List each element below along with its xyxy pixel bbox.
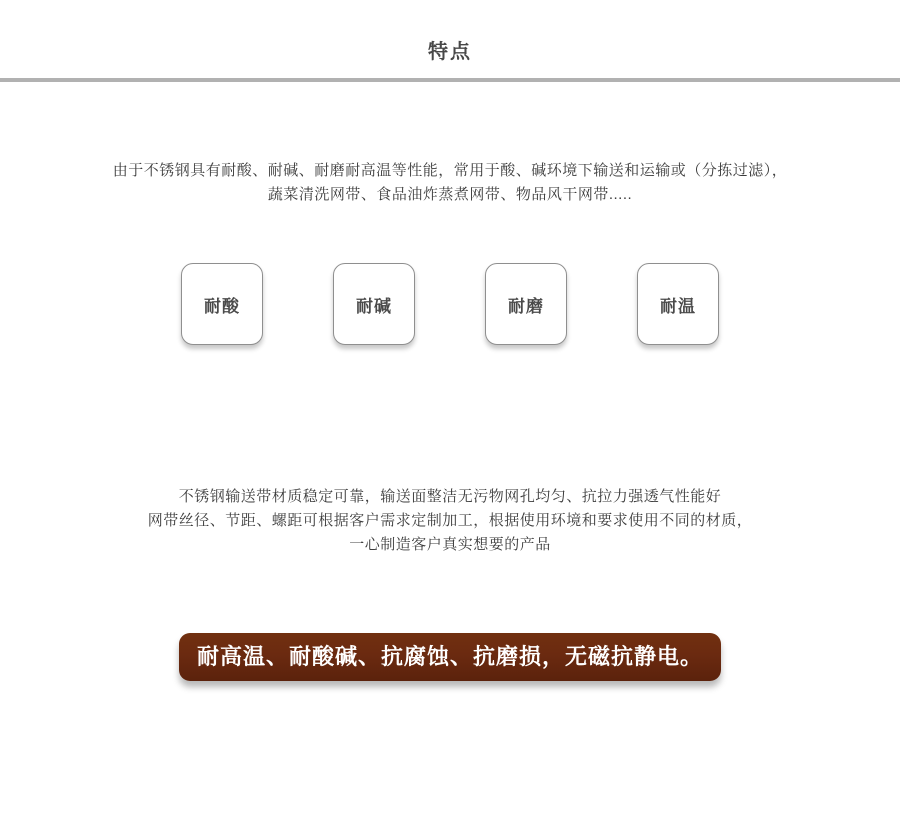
badge-alkali-resistant-label: 耐碱	[356, 296, 392, 316]
description-line-3: 一心制造客户真实想要的产品	[349, 536, 551, 553]
badge-temperature-resistant-label: 耐温	[660, 296, 696, 316]
page-title: 特点	[428, 41, 472, 63]
banner-container	[0, 633, 900, 681]
intro-paragraph	[0, 159, 900, 207]
intro-line-1: 由于不锈钢具有耐酸、耐碱、耐磨耐高温等性能，常用于酸、碱环境下输送和运输或（分拣过滤），	[112, 162, 788, 179]
feature-summary-banner: 耐高温、耐酸碱、抗腐蚀、抗磨损，无磁抗静电。	[179, 633, 721, 681]
feature-badge-row	[0, 263, 900, 345]
section-divider	[0, 78, 900, 82]
badge-acid-resistant	[181, 263, 263, 345]
description-line-1: 不锈钢输送带材质稳定可靠，输送面整洁无污物网孔均匀、抗拉力强透气性能好	[178, 488, 722, 505]
badge-alkali-resistant	[333, 263, 415, 345]
description-paragraph	[0, 485, 900, 557]
badge-wear-resistant	[485, 263, 567, 345]
badge-wear-resistant-label: 耐磨	[508, 296, 544, 316]
badge-temperature-resistant	[637, 263, 719, 345]
badge-acid-resistant-label: 耐酸	[204, 296, 240, 316]
description-line-2: 网带丝径、节距、螺距可根据客户需求定制加工，根据使用环境和要求使用不同的材质，	[147, 512, 753, 529]
intro-line-2: 蔬菜清洗网带、食品油炸蒸煮网带、物品风干网带.....	[267, 186, 633, 203]
